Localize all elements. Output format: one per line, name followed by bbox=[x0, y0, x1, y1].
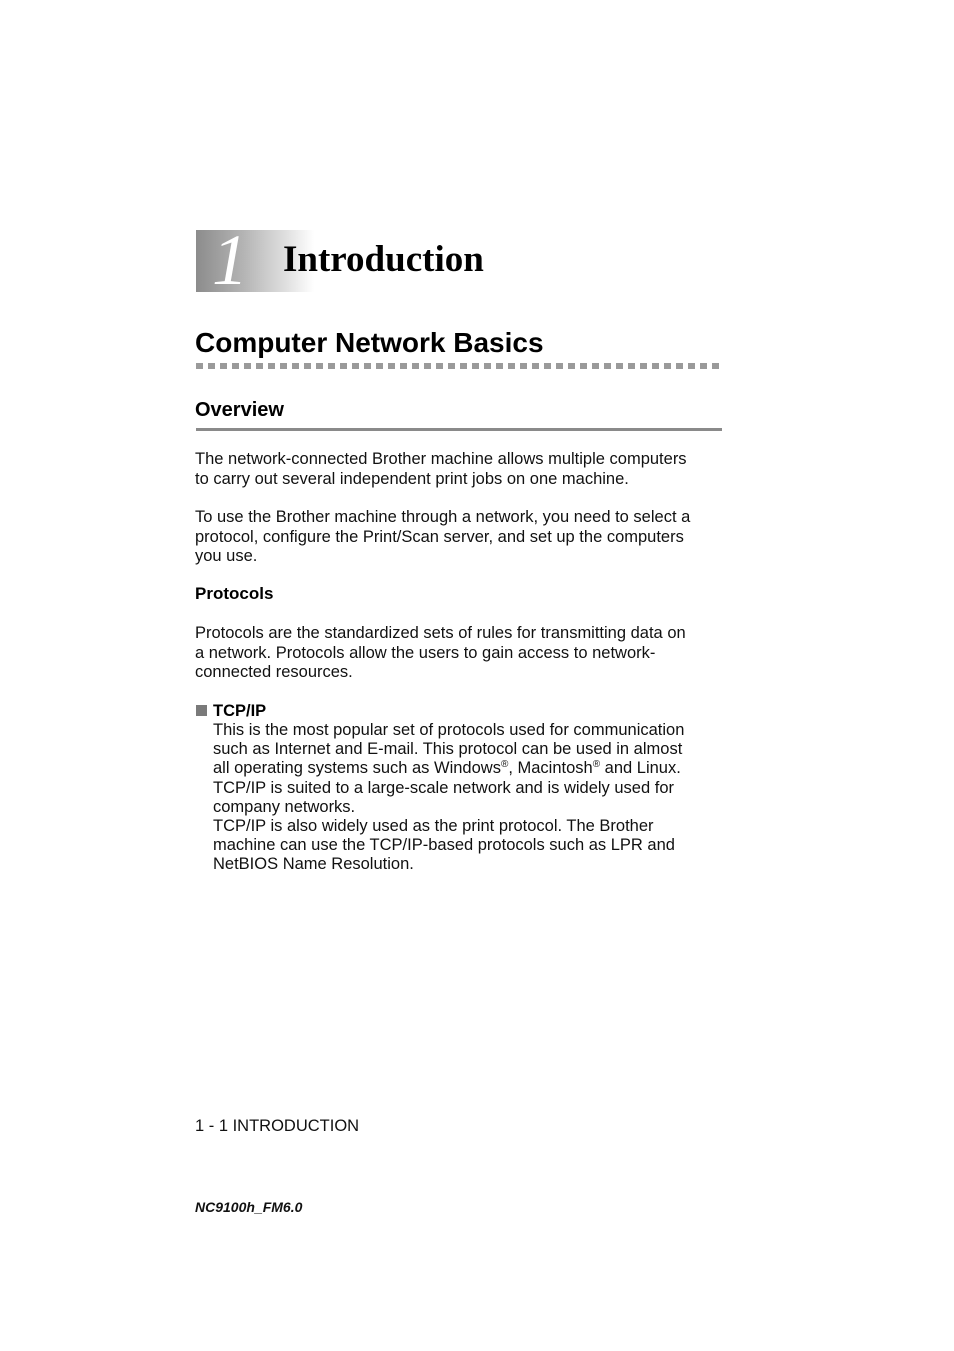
text-line: To use the Brother machine through a network, you need to select a bbox=[195, 508, 691, 526]
section-title: Computer Network Basics bbox=[195, 327, 544, 358]
text-line-with-trademarks bbox=[213, 759, 733, 778]
text-line: to carry out several independent print jobs on one machine. bbox=[195, 469, 629, 488]
chapter-title: Introduction bbox=[283, 239, 484, 280]
text-line: Protocols are the standardized sets of rules for transmitting data on bbox=[195, 624, 686, 642]
tcpip-bullet-title: TCP/IP bbox=[213, 702, 267, 720]
text-fragment: , Macintosh bbox=[508, 759, 593, 778]
text-line: you use. bbox=[195, 547, 258, 565]
tcpip-bullet-body bbox=[213, 721, 733, 875]
overview-paragraph-2 bbox=[195, 508, 725, 567]
text-line: NetBIOS Name Resolution. bbox=[213, 855, 414, 874]
text-line: such as Internet and E-mail. This protocol can be used in almost bbox=[213, 740, 683, 759]
chapter-header bbox=[196, 220, 736, 300]
text-line: company networks. bbox=[213, 797, 356, 816]
text-line: TCP/IP is also widely used as the print protocol. The Brother bbox=[213, 817, 654, 836]
page-footer-label: 1 - 1 INTRODUCTION bbox=[195, 1117, 360, 1135]
protocols-heading: Protocols bbox=[195, 584, 274, 603]
text-fragment: and Linux. bbox=[600, 759, 681, 778]
registered-mark: ® bbox=[500, 759, 509, 771]
protocols-paragraph bbox=[195, 624, 725, 683]
overview-paragraph-1 bbox=[195, 450, 725, 489]
overview-heading: Overview bbox=[195, 399, 284, 421]
text-fragment: all operating systems such as Windows bbox=[213, 759, 501, 778]
text-line: TCP/IP is suited to a large-scale network and is widely used for bbox=[213, 778, 674, 797]
section-dotted-divider bbox=[196, 363, 722, 369]
text-line: protocol, configure the Print/Scan server, and set up the computers bbox=[195, 527, 684, 546]
text-line: The network-connected Brother machine allows multiple computers bbox=[195, 450, 687, 468]
text-line: This is the most popular set of protocols used for communication bbox=[213, 721, 685, 739]
registered-mark: ® bbox=[592, 759, 601, 771]
text-line: a network. Protocols allow the users to gain access to network- bbox=[195, 643, 656, 662]
square-bullet-icon bbox=[196, 705, 207, 716]
text-line: machine can use the TCP/IP-based protocols such as LPR and bbox=[213, 836, 675, 855]
text-line: connected resources. bbox=[195, 663, 353, 681]
chapter-number: 1 bbox=[212, 220, 248, 300]
overview-divider bbox=[196, 428, 722, 431]
document-id: NC9100h_FM6.0 bbox=[195, 1199, 303, 1215]
